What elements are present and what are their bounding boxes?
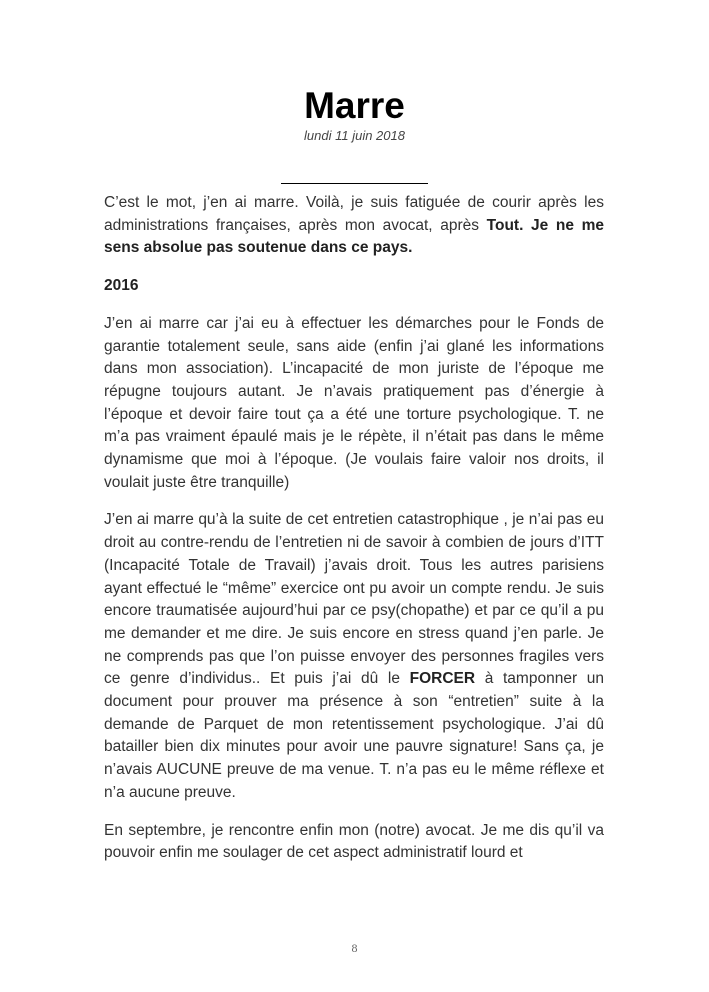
page-title: Marre [304, 85, 405, 126]
paragraph-intro-text: C’est le mot, j’en ai marre. Voilà, je suis fatiguée de courir après les administrations françaises, après mon avocat, après [104, 194, 604, 234]
paragraph-entretien-bold: FORCER [409, 670, 476, 688]
title-divider [281, 183, 428, 184]
section-heading-2016: 2016 [104, 277, 139, 295]
body-text [104, 192, 604, 880]
paragraph-entretien-text-b: à tamponner un document pour prouver ma présence à son “entretien” suite à la demande de Parquet de mon retentissement psychologique. J’ai dû batailler bien dix minutes pour avoir une pauvre signature! Sans ça, je n’avais AUCUNE preuve de ma venue. T. n’a pas eu le même réflexe et n’a aucune preuve. [104, 670, 604, 801]
paragraph-entretien-text-a: J’en ai marre qu’à la suite de cet entretien catastrophique , je n’ai pas eu droit au contre-rendu de l’entretien ni de savoir à combien de jours d’ITT (Incapacité Totale de Travail) j’avais droit. Tous les autres parisiens ayant effectué le “même” exercice ont pu avoir un compte rendu. Je suis encore traumatisée aujourd’hui par ce psy(chopathe) et par ce qu’il a pu me demander et me dire. Je suis encore en stress quand j’en parle. Je ne comprends pas que l’on puisse envoyer des personnes fragiles vers ce genre d’individus.. Et puis j’ai dû le [104, 511, 604, 688]
paragraph-intro-bold: Tout. Je ne me sens absolue pas soutenue dans ce pays. [104, 216, 605, 257]
paragraph-fonds-garantie: J’en ai marre car j’ai eu à effectuer les démarches pour le Fonds de garantie totalement seule, sans aide (enfin j’ai glané les informations dans mon association). L’incapacité de mon juriste de l’époque me répugne toujours autant. Je n’avais pratiquement pas d’énergie à l’époque et devoir faire tout ça a été une torture psychologique. T. ne m’a pas vraiment épaulé mais je le répète, il n’était pas dans le même dynamisme que moi à l’époque. (Je voulais faire valoir nos droits, il voulait juste être tranquille) [104, 314, 604, 491]
page-number: 8 [351, 941, 358, 955]
page-date: lundi 11 juin 2018 [304, 128, 405, 143]
paragraph-entretien [104, 509, 604, 804]
paragraph-septembre: En septembre, je rencontre enfin mon (notre) avocat. Je me dis qu’il va pouvoir enfin me soulager de cet aspect administratif lourd et [104, 821, 604, 862]
paragraph-intro [104, 192, 604, 260]
